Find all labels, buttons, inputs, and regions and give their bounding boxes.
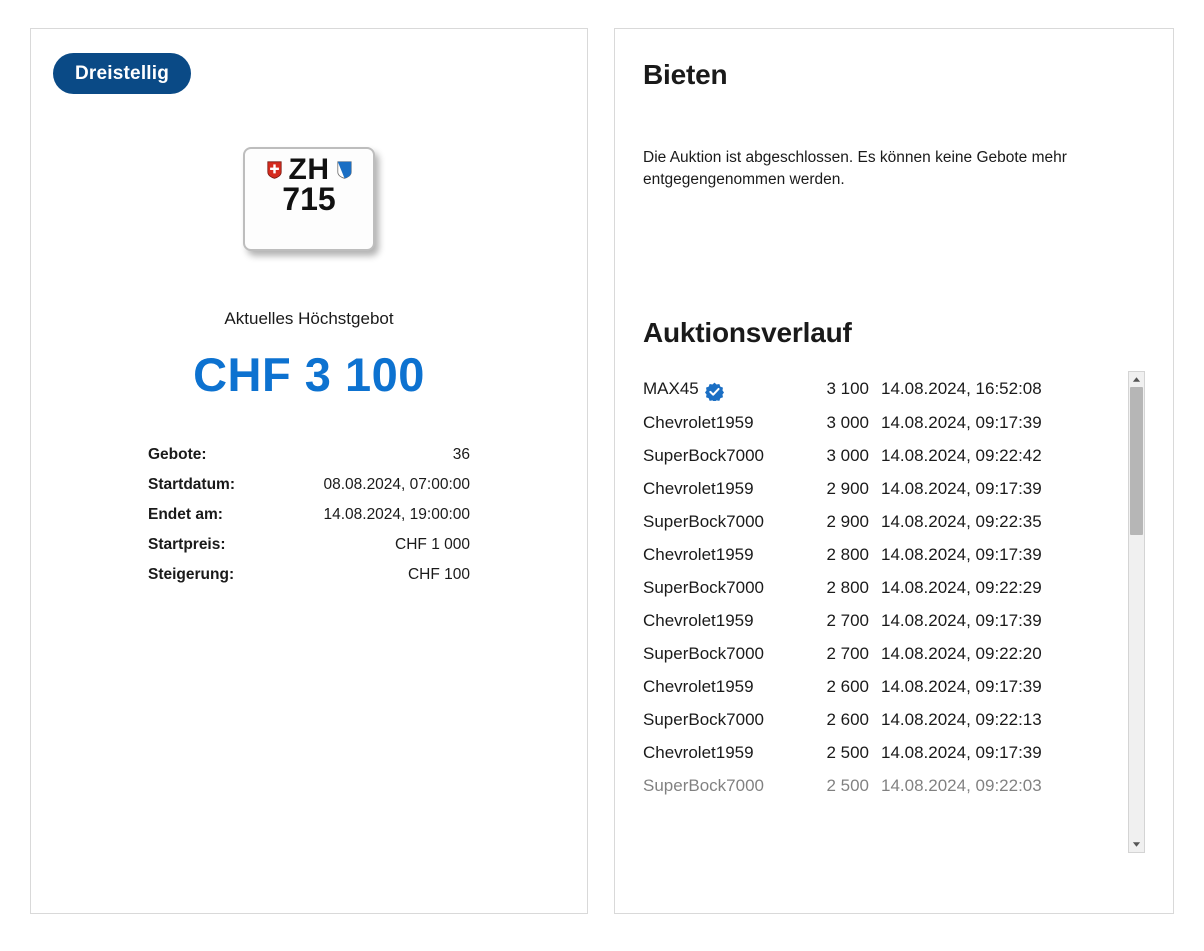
history-scrollbar[interactable] <box>1128 371 1145 853</box>
history-row <box>643 472 1106 505</box>
scrollbar-thumb[interactable] <box>1130 387 1143 535</box>
history-bidder <box>643 447 803 464</box>
history-row <box>643 571 1106 604</box>
history-amount: 2 900 <box>826 478 869 498</box>
history-bidder <box>643 612 803 629</box>
history-bidder <box>643 777 803 794</box>
history-amount: 2 700 <box>826 610 869 630</box>
table-row <box>148 440 470 470</box>
history-timestamp: 14.08.2024, 09:22:03 <box>881 775 1042 795</box>
history-amount: 2 500 <box>826 742 869 762</box>
bid-section-title: Bieten <box>643 59 728 90</box>
bidding-panel <box>614 28 1174 914</box>
history-amount: 2 600 <box>826 676 869 696</box>
history-timestamp: 14.08.2024, 09:22:35 <box>881 511 1042 531</box>
history-row <box>643 736 1106 769</box>
history-row <box>643 703 1106 736</box>
history-bidder-name: SuperBock7000 <box>643 775 764 795</box>
history-bidder-name: Chevrolet1959 <box>643 610 754 630</box>
history-timestamp: 14.08.2024, 09:17:39 <box>881 610 1042 630</box>
history-row <box>643 538 1106 571</box>
history-amount: 3 100 <box>826 378 869 398</box>
history-timestamp: 14.08.2024, 09:17:39 <box>881 676 1042 696</box>
history-amount: 2 700 <box>826 643 869 663</box>
history-bidder <box>643 379 803 398</box>
auction-summary-panel <box>30 28 588 914</box>
history-bidder-name: Chevrolet1959 <box>643 742 754 762</box>
history-bidder-name: MAX45 <box>643 378 699 398</box>
history-bidder <box>643 711 803 728</box>
history-timestamp: 14.08.2024, 16:52:08 <box>881 378 1042 398</box>
history-timestamp: 14.08.2024, 09:17:39 <box>881 742 1042 762</box>
history-timestamp: 14.08.2024, 09:17:39 <box>881 412 1042 432</box>
license-plate-wrapper <box>31 147 587 251</box>
license-plate <box>243 147 375 251</box>
table-row <box>148 560 470 590</box>
history-row <box>643 769 1106 802</box>
swiss-shield-icon <box>267 161 282 179</box>
history-amount: 2 800 <box>826 577 869 597</box>
highest-bid-amount: CHF 3 100 <box>193 348 425 401</box>
history-row <box>643 637 1106 670</box>
history-amount: 3 000 <box>826 412 869 432</box>
table-row <box>148 500 470 530</box>
history-bidder-name: SuperBock7000 <box>643 643 764 663</box>
fact-key: Startdatum: <box>148 476 235 493</box>
fact-value: CHF 1 000 <box>395 536 470 553</box>
fact-value: 36 <box>452 446 470 463</box>
history-bidder <box>643 414 803 431</box>
history-timestamp: 14.08.2024, 09:22:29 <box>881 577 1042 597</box>
category-badge: Dreistellig <box>53 53 191 94</box>
history-bidder <box>643 513 803 530</box>
auction-closed-message: Die Auktion ist abgeschlossen. Es können keine Gebote mehr entgegengenommen werden. <box>643 149 1067 189</box>
history-bidder <box>643 546 803 563</box>
history-section-title: Auktionsverlauf <box>643 316 852 348</box>
history-amount: 2 800 <box>826 544 869 564</box>
zurich-shield-icon <box>337 161 352 179</box>
history-bidder-name: SuperBock7000 <box>643 511 764 531</box>
history-bidder <box>643 480 803 497</box>
history-timestamp: 14.08.2024, 09:17:39 <box>881 478 1042 498</box>
history-bidder-name: SuperBock7000 <box>643 577 764 597</box>
history-amount: 2 900 <box>826 511 869 531</box>
auction-facts-table <box>148 440 470 590</box>
table-row <box>148 530 470 560</box>
chevron-up-icon[interactable] <box>1129 372 1144 387</box>
fact-key: Steigerung: <box>148 566 235 583</box>
fact-key: Startpreis: <box>148 536 226 553</box>
history-bidder-name: Chevrolet1959 <box>643 676 754 696</box>
history-bidder <box>643 579 803 596</box>
history-row <box>643 505 1106 538</box>
history-timestamp: 14.08.2024, 09:17:39 <box>881 544 1042 564</box>
fact-value: 14.08.2024, 19:00:00 <box>323 506 470 523</box>
table-row <box>148 470 470 500</box>
history-bidder <box>643 645 803 662</box>
verified-badge-icon <box>705 382 724 401</box>
auction-history-list <box>643 371 1106 802</box>
history-timestamp: 14.08.2024, 09:22:42 <box>881 445 1042 465</box>
history-bidder <box>643 678 803 695</box>
chevron-down-icon[interactable] <box>1129 837 1144 852</box>
auction-history-box[interactable] <box>643 371 1145 853</box>
fact-key: Gebote: <box>148 446 207 463</box>
history-amount: 3 000 <box>826 445 869 465</box>
history-timestamp: 14.08.2024, 09:22:20 <box>881 643 1042 663</box>
history-bidder-name: Chevrolet1959 <box>643 544 754 564</box>
fact-value: 08.08.2024, 07:00:00 <box>323 476 470 493</box>
history-bidder <box>643 744 803 761</box>
history-bidder-name: Chevrolet1959 <box>643 478 754 498</box>
history-bidder-name: SuperBock7000 <box>643 445 764 465</box>
history-timestamp: 14.08.2024, 09:22:13 <box>881 709 1042 729</box>
history-row <box>643 604 1106 637</box>
history-bidder-name: SuperBock7000 <box>643 709 764 729</box>
history-row <box>643 670 1106 703</box>
history-amount: 2 600 <box>826 709 869 729</box>
history-row <box>643 406 1106 439</box>
plate-canton-code: ZH <box>288 153 330 186</box>
history-row <box>643 371 1106 406</box>
plate-number: 715 <box>282 181 336 217</box>
history-bidder-name: Chevrolet1959 <box>643 412 754 432</box>
highest-bid-label: Aktuelles Höchstgebot <box>224 309 394 328</box>
history-amount: 2 500 <box>826 775 869 795</box>
fact-value: CHF 100 <box>407 566 470 583</box>
fact-key: Endet am: <box>148 506 223 523</box>
history-row <box>643 439 1106 472</box>
